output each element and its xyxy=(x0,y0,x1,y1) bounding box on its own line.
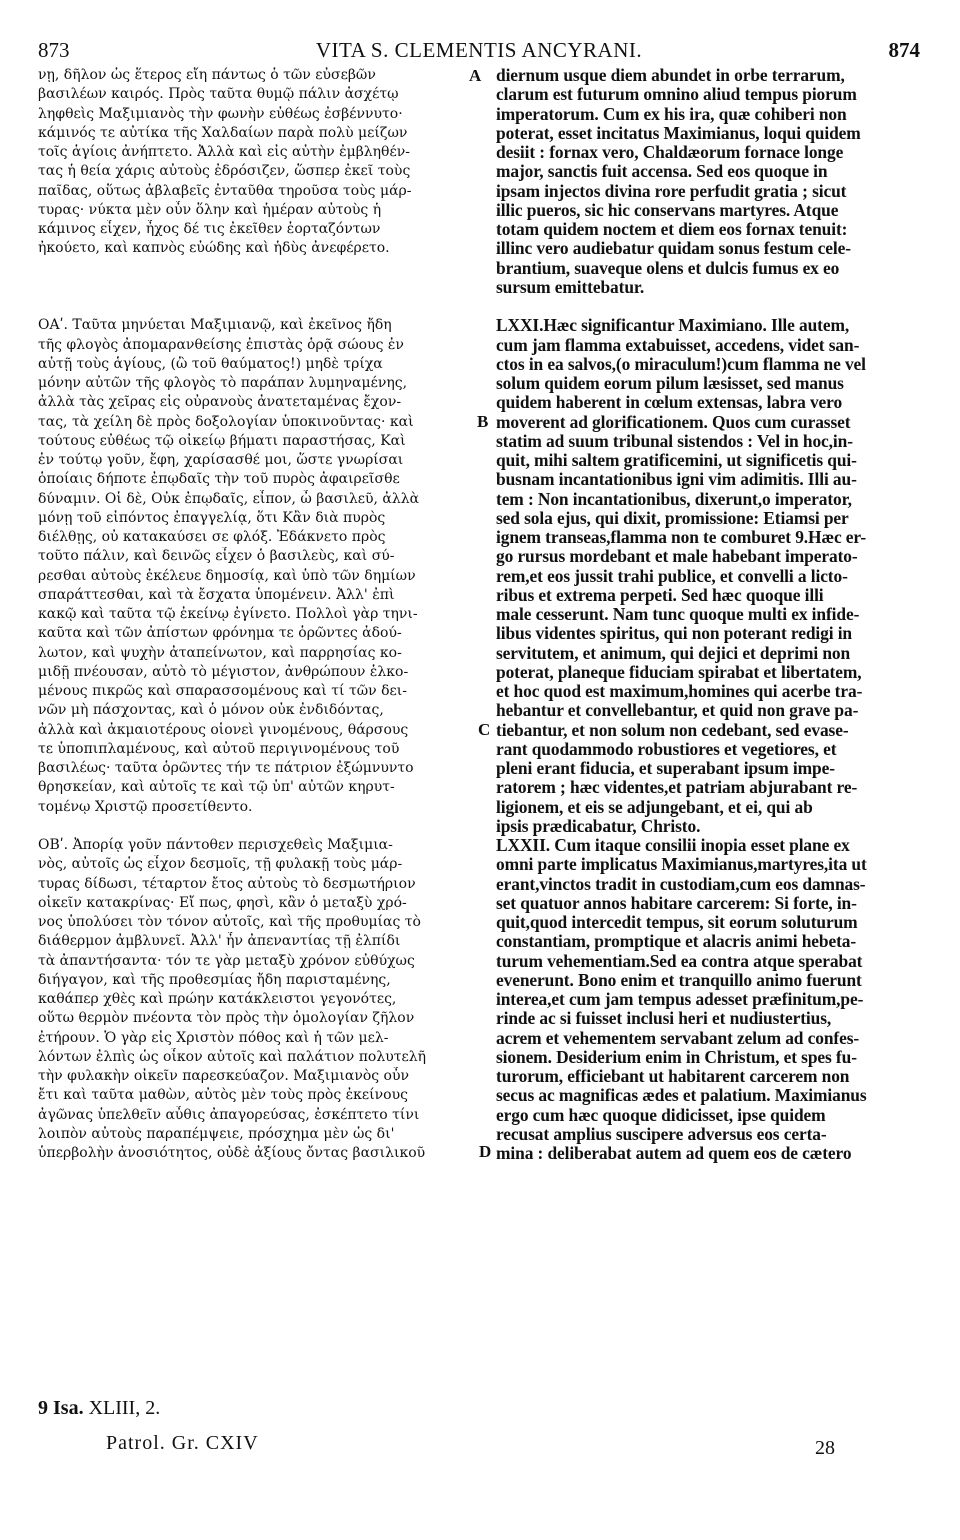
margin-letter-a: A xyxy=(469,66,482,85)
greek-text-line: ἀλλὰ τὰς χεῖρας εἰς οὐρανοὺς ἀνατεταμένας ἔχον- xyxy=(38,394,402,411)
greek-text-line: τῆς φλογὸς ἀπομαρανθείσης ἐπιστὰς ὁρᾷ σώους ἐν xyxy=(38,336,404,353)
latin-text-line: brantium, suaveque olens et dulcis fumus ex eo xyxy=(496,258,840,278)
latin-text-line: LXXI.Hæc significantur Maximiano. Ille autem, xyxy=(496,316,850,336)
latin-text-line: major, sanctis fuit accensa. Sed eos quoque in xyxy=(496,162,828,182)
greek-text-line: ὑπερβολὴν ἀνοσιότητος, οὐδὲ ἀξίους ὄντας βασιλικοῦ xyxy=(38,1145,426,1161)
latin-text-line: servitutem, et animum, qui dejici et deprimi non xyxy=(496,643,851,663)
latin-text-line: quit,quod intercedit tempus, sit eorum soluturum xyxy=(496,913,858,932)
running-title: VITA S. CLEMENTIS ANCYRANI. xyxy=(315,38,643,62)
latin-text-line: desiit : fornax vero, Chaldæorum fornace longe xyxy=(496,143,844,162)
greek-text-line: κακῷ καὶ ταῦτα τῷ ἐκείνῳ ἐγίνετο. Πολλοὶ γὰρ τηνι- xyxy=(38,606,418,622)
greek-text-line: καῦτα καὶ τῶν ἀπίστων φρόνημα τε ὁρῶντες ἀδού- xyxy=(38,625,402,642)
greek-text-line: μιδῇ πνέουσαν, αὐτὸ τὸ μέγιστον, ἀνθρώπουν ἑλκο- xyxy=(38,663,409,680)
greek-text-line: νῶν μὴ πάσχοντας, καὶ ὁ μόνον οὐκ ἐνδιδόντας, xyxy=(38,702,384,719)
margin-letter-c: C xyxy=(478,720,491,739)
latin-text-line: ligionem, et eis se adjungebant, et ei, qui ab xyxy=(496,797,813,817)
latin-text-line: male cesserunt. Nam tunc quoque multi ex infide- xyxy=(496,605,860,624)
latin-text-line: totam quidem noctem et diem eos fornax tenuit: xyxy=(496,220,848,239)
greek-text-line: καθάπερ χθὲς καὶ πρώην κατάκλειστοι γεγονότες, xyxy=(38,991,397,1007)
latin-text-line: quidem haberent in cœlum extensas, labra vero xyxy=(496,393,843,413)
latin-text-line: solum quidem eorum pilum læsisset, sed manus xyxy=(496,374,844,393)
greek-text-line: λόντων ἐλπὶς ὡς οἶκον αὐτοῖς καὶ παλάτιον πολυτελῆ xyxy=(38,1048,427,1065)
greek-text-line: μόνην αὐτῶν τῆς φλογὸς τὸ παράπαν λυμηναμένης, xyxy=(38,375,408,391)
latin-text-line: clarum est futurum omnino aliud tempus piorum xyxy=(496,85,857,105)
greek-text-line: τοῖς ἁγίοις ἀνήπτετο. Ἀλλὰ καὶ εἰς αὐτὴν ἐμβληθέν- xyxy=(38,144,410,160)
greek-text-line: μόνῃ τοῦ εἰπόντος ἐπαγγελίᾳ, ὅτι Κἂν διὰ πυρὸς xyxy=(38,509,386,526)
blank-line xyxy=(38,259,484,278)
latin-text-line: constantiam, promptique et alacris animi hebeta- xyxy=(496,932,857,952)
greek-text-line: αὐτῇ τοὺς ἁγίους, (ὢ τοῦ θαύματος!) μηδὲ τρίχα xyxy=(38,355,383,372)
greek-text-line: τυρας δίδωσι, τέταρτον ἔτος αὐτοὺς τὸ δεσμωτήριον xyxy=(38,875,416,892)
greek-text-line: κάμινος εἶχεν, ἦχος δέ τις ἐκεῖθεν ἑορταζόντων xyxy=(38,221,381,237)
left-page-number: 873 xyxy=(38,38,70,62)
latin-text-line: illinc vero audiebatur quidam sonus festum cele- xyxy=(496,239,851,259)
latin-text-line: pleni erant fiducia, et superabant ipsum impe- xyxy=(496,759,835,778)
latin-text-line: turum vehementiam.Sed ea contra atque sperabat xyxy=(496,951,863,971)
margin-letter-d: D xyxy=(479,1142,492,1161)
greek-text-line: τυρας· νύκτα μὲν οὖν ὅλην καὶ ἡμέραν αὐτοὺς ἡ xyxy=(38,201,382,218)
greek-text-line: ἀλλὰ καὶ ἀκμαιοτέρους οἱονεὶ γινομένους, θάρσους xyxy=(38,721,409,738)
latin-text-line: ergo cum hæc quoque didicisset, ipse quidem xyxy=(496,1105,826,1125)
greek-text-line: ΟΑʹ. Ταῦτα μηνύεται Μαξιμιανῷ, καὶ ἐκεῖνος ἤδη xyxy=(38,317,392,334)
latin-text-line: rant quodammodo robustiores et vegetiores, et xyxy=(496,739,837,759)
greek-text-line: μένους πικρῶς καὶ σπαρασσομένους καὶ τί τῶν δει- xyxy=(38,683,407,699)
greek-text-line: τὴν φυλακὴν οἰκεῖν παρεσκεύαζον. Μαξιμιανὸς οὖν xyxy=(38,1068,410,1084)
latin-text-line: ipsis prædicabatur, Christo. xyxy=(496,816,701,836)
latin-column xyxy=(496,66,924,1163)
blank-line xyxy=(38,278,484,297)
right-page-number: 874 xyxy=(888,38,920,62)
margin-letter-b: B xyxy=(477,412,489,431)
latin-text-line: mina : deliberabat autem ad quem eos de cætero xyxy=(496,1144,852,1163)
latin-text-line: statim ad suum tribunal sistendos : Vel in hoc,in- xyxy=(496,431,853,451)
greek-text-line: ρεσθαι αὐτοὺς ἐκέλευε δημοσίᾳ, καὶ ὑπὸ τῶν δημίων xyxy=(38,567,416,584)
greek-text-line: τομένῳ Χριστῷ προσετίθεντο. xyxy=(38,798,253,815)
latin-text-line: sed sola ejus, qui dixit, promissione: Etiamsi per xyxy=(496,508,849,528)
latin-text-line: cum jam flamma extabuisset, accedens, videt san- xyxy=(496,335,860,355)
latin-text-line: turorum, efficiebant ut habitarent carcerem non xyxy=(496,1067,850,1086)
greek-text-line: τούτους εὐθέως τῷ οἰκείῳ βήματι παραστήσας, Καὶ xyxy=(38,432,406,449)
latin-text-line: acrem et vehementem servabant zelum ad confes- xyxy=(496,1028,860,1048)
greek-text-line: ἔτι καὶ ταῦτα μαθὼν, αὐτὸς μὲν τοὺς πρὸς ἐκείνους xyxy=(38,1087,408,1104)
latin-text-line: LXXII. Cum itaque consilii inopia esset plane ex xyxy=(496,836,850,855)
sheet-number: 28 xyxy=(815,1437,835,1459)
latin-text-line: secus ac magnificas ædes et palatium. Maximianus xyxy=(496,1086,867,1106)
printer-signature: Patrol. Gr. CXIV xyxy=(106,1432,259,1454)
footnote xyxy=(38,1397,160,1420)
latin-text-line: poterat, esset incitatus Maximianus, loqui quidem xyxy=(496,123,861,143)
greek-text-line: τας ἡ θεία χάρις αὐτοὺς ἐδρόσιζεν, ὥσπερ ἐκεῖ τοὺς xyxy=(38,163,411,180)
latin-text-line: hebantur et convellebantur, et quid non grave pa- xyxy=(496,701,859,721)
greek-text-line: παῖδας, οὕτως ἀβλαβεῖς ἐνταῦθα τηροῦσα τοὺς μάρ- xyxy=(38,182,412,199)
footnote-number: 9 xyxy=(38,1397,48,1419)
greek-text-line: κάμινός τε αὐτίκα τῆς Χαλδαίων παρὰ πολὺ μείζων xyxy=(38,124,408,141)
greek-text-line: τοῦτο πάλιν, καὶ δεινῶς εἶχεν ὁ βασιλεὺς, καὶ σύ- xyxy=(38,548,395,565)
latin-text-line: recusat amplius suscipere adversus eos certa- xyxy=(496,1124,827,1144)
greek-text-line: νῃ, δῆλον ὡς ἕτερος εἴη πάντως ὁ τῶν εὐσεβῶν xyxy=(38,67,376,83)
latin-text-line: et hoc quod est maximum,homines qui acerbe tra- xyxy=(496,682,863,701)
latin-text-line: erant,vinctos tradit in custodiam,cum eos damnas- xyxy=(496,874,866,894)
greek-text-line: δύναμιν. Οἱ δὲ, Οὐκ ἐπῳδαῖς, εἶπον, ὦ βασιλεῦ, ἀλλὰ xyxy=(38,490,420,507)
greek-text-line: ληφθεὶς Μαξιμιανὸς τὴν φωνὴν εὐθέως ἐσβέννυτο· xyxy=(38,105,403,122)
greek-text-line: τὰ ἀπαντήσαντα· τόν τε γὰρ μεταξὺ χρόνον εὐθύχως xyxy=(38,952,415,969)
greek-text-line: βασιλέως· ταῦτα ὁρῶντες τήν τε πάτριον ἐξώμνυντο xyxy=(38,760,414,776)
greek-text-line: λωτον, καὶ ψυχὴν ἀταπείνωτον, καὶ παρρησίας κο- xyxy=(38,644,402,661)
greek-text-line: ὁποίαις δήποτε ἐπῳδαῖς τὴν τοῦ πυρὸς ἀφαιρεῖσθε xyxy=(38,471,400,488)
latin-text-line: rem,et eos jussit trahi publice, et convelli a licto- xyxy=(496,566,848,586)
latin-text-line: moverent ad glorificationem. Quos cum curasset xyxy=(496,412,851,432)
greek-text-line: διέλθῃς, οὐ κατακαύσει σε φλόξ. Ἐδάκνετο πρὸς xyxy=(38,529,386,545)
latin-text-line: ribus et extrema perpeti. Sed hæc quoque illi xyxy=(496,585,824,605)
greek-text-line: ἐτήρουν. Ὁ γὰρ εἰς Χριστὸν πόθος καὶ ἡ τῶν μελ- xyxy=(38,1029,389,1046)
greek-text-line: οἰκεῖν κατακρίνας· Εἴ πως, φησὶ, κἂν ὁ μεταξὺ χρό- xyxy=(38,894,407,911)
greek-text-line: τας, τὰ χείλη δὲ πρὸς δοξολογίαν ὑποκινοῦντας· καὶ xyxy=(38,413,414,430)
greek-text-line: ἀγῶνας ὑπελθεῖν αὖθις ἀπαγορεύσας, ἐσκέπτετο τίνι xyxy=(38,1106,420,1123)
greek-text-line: διήγαγον, καὶ τῆς προθεσμίας ἤδη παρισταμένης, xyxy=(38,971,391,988)
latin-text-line: imperatorum. Cum ex his ira, quæ cohiberi non xyxy=(496,104,847,124)
latin-text-line: libus videntes spiritus, qui non poterant redigi in xyxy=(496,624,853,644)
latin-text-line: busnam incantationibus igni vim adimitis. Illi au- xyxy=(496,470,857,490)
latin-text-line: poterat, planeque fiduciam spirabat et libertatem, xyxy=(496,662,862,682)
latin-text-line: evenerunt. Bono enim et tranquillo animo fuerunt xyxy=(496,970,862,990)
greek-text-line: οὕτω θερμὸν πνέοντα τὸν πρὸς τὴν ὁμολογίαν ζῆλον xyxy=(38,1010,415,1027)
greek-text-line: ἠκούετο, καὶ καπνὸς εὐώδης καὶ ἡδὺς ἀνεφέρετο. xyxy=(38,240,390,257)
latin-text-line: sionem. Desiderium enim in Christum, et spes fu- xyxy=(496,1047,857,1067)
greek-text-line: νὸς, αὐτοῖς ὡς εἶχον δεσμοῖς, τῇ φυλακῇ τοὺς μάρ- xyxy=(38,856,403,873)
latin-text-line: diernum usque diem abundet in orbe terrarum, xyxy=(496,66,845,85)
greek-text-line: ἐν τούτῳ γοῦν, ἔφη, χαρίσασθέ μοι, ὥστε γνωρίσαι xyxy=(38,452,404,468)
latin-text-line: go rursus mordebant et male habebant imperato- xyxy=(496,547,858,567)
latin-text-line: ipsam injectos divina rore perfudit gratia ; sicut xyxy=(496,181,847,201)
greek-text-line: θρησκείαν, καὶ αὐτοῖς τε καὶ τῷ ὑπ' αὐτῶν κηρυτ- xyxy=(38,779,395,796)
footnote-reference: Isa. xyxy=(53,1397,84,1419)
blank-line xyxy=(38,817,484,836)
latin-text-line: tem : Non incantationibus, dixerunt,o imperator, xyxy=(496,489,852,509)
latin-text-line: rinde ac si fuisset inclusi heri et nudiustertius, xyxy=(496,1009,832,1029)
footnote-citation: XLIII, 2. xyxy=(88,1397,161,1419)
greek-text-line: τε ὑποπιπλαμένους, καὶ αὐτοῦ περιγινομένους τοῦ xyxy=(38,740,400,757)
latin-text-line: sursum emittebatur. xyxy=(496,277,645,297)
latin-text-line: ignem transeas,flamma non te comburet 9.Hæc er- xyxy=(496,528,867,547)
greek-text-line: διάθερμον ἀμβλυνεῖ. Ἀλλ' ἦν ἀπεναντίας τῇ ἐλπίδι xyxy=(38,933,401,950)
latin-text-line: set quatuor annos habitare carcerem: Si forte, in- xyxy=(496,893,857,913)
latin-text-line: interea,et cum jam tempus adesset præfinitum,pe- xyxy=(496,990,864,1009)
running-header xyxy=(38,38,920,64)
greek-text-line: βασιλέων καιρός. Πρὸς ταῦτα θυμῷ πάλιν ἀσχέτῳ xyxy=(38,86,399,103)
greek-text-line: νος ὑπολύσει τὸν τόνον αὐτοῖς, καὶ τῆς προθυμίας τὸ xyxy=(38,914,421,930)
greek-text-line: λοιπὸν αὐτοὺς παραπέμψειε, πρόσχημα μὲν ὡς δι' xyxy=(38,1125,395,1142)
latin-text-line: tiebantur, et non solum non cedebant, sed evase- xyxy=(496,720,849,740)
latin-text-line: omni parte implicatus Maximianus,martyres,ita ut xyxy=(496,855,867,875)
greek-column xyxy=(38,66,484,1163)
blank-line xyxy=(38,297,484,316)
latin-text-line: ctos in ea salvos,(o miraculum!)cum flamma ne vel xyxy=(496,354,866,374)
blank-line xyxy=(496,297,924,316)
latin-text-line: ratorem ; hæc videntes,et patriam abjurabant re- xyxy=(496,778,858,798)
latin-text-line: illic pueros, sic hic conservans martyres. Atque xyxy=(496,200,839,220)
greek-text-line: ΟΒʹ. Ἀπορίᾳ γοῦν πάντοθεν περισχεθεὶς Μαξιμια- xyxy=(38,837,393,853)
latin-text-line: quit, mihi saltem gratificemini, ut significetis qui- xyxy=(496,451,857,470)
greek-text-line: σπαράττεσθαι, καὶ τὰ ἔσχατα ὑπομένειν. Ἀλλ' ἐπὶ xyxy=(38,586,395,603)
